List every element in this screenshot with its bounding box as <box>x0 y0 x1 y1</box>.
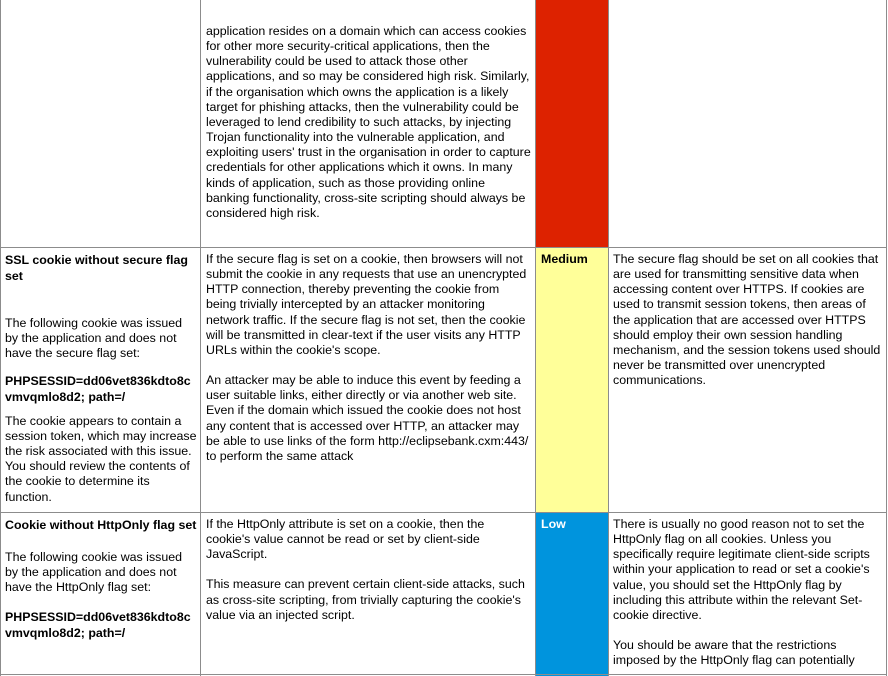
row-1-description-paragraph: application resides on a domain which can access cookies for other more security-critical applications, then the vulnerability could be used to attack those other applications, and so may be considered high risk. Similarly, if the organisation which owns the application is a likely target for phishing attacks, then the vulnerability could be leveraged to lend credibility to such attacks, by injecting Trojan functionality into the vulnerable application, and exploiting users' trust in the organisation in order to capture credentials for other applications which it owns. In many kinds of application, such as those providing online banking functionality, cross-site scripting should always be considered high risk. <box>206 24 531 220</box>
remediation-paragraph: The secure flag should be set on all cookies that are used for transmitting sensitive data when accessing content over HTTPS. If cookies are used to transmit session tokens, then areas of the application that are accessed over HTTPS should employ their own session handling mechanism, and the session tokens used should never be transmitted over unencrypted communications. <box>613 252 881 388</box>
severity-label-low: Low <box>541 517 566 531</box>
cookie-value: PHPSESSID=dd06vet836kdto8cvmvqmlo8d2; path=/ <box>5 610 191 640</box>
row-2-remediation-cell <box>613 252 883 388</box>
cookie-value: PHPSESSID=dd06vet836kdto8cvmvqmlo8d2; path=/ <box>5 374 191 404</box>
severity-cell-high <box>536 0 608 247</box>
severity-cell-medium <box>536 248 608 512</box>
remediation-paragraph: You should be aware that the restrictions imposed by the HttpOnly flag can potentially <box>613 638 855 668</box>
remediation-paragraph: There is usually no good reason not to set the HttpOnly flag on all cookies. Unless you specifically require legitimate client-side scripts within your application to read or set a cookie's value, you should set the HttpOnly flag by including this attribute within the relevant Set-cookie directive. <box>613 517 870 622</box>
severity-cell-low <box>536 513 608 676</box>
description-paragraph: If the secure flag is set on a cookie, then browsers will not submit the cookie in any requests that use an unencrypted HTTP connection, thereby preventing the cookie from being trivially intercepted by an attacker monitoring network traffic. If the secure flag is not set, then the cookie will be transmitted in clear-text if the user visits any HTTP URLs within the cookie's scope. <box>206 252 527 357</box>
table-border-right <box>886 0 887 676</box>
issue-title: SSL cookie without secure flag set <box>5 253 188 283</box>
issue-note: The cookie appears to contain a session token, which may increase the risk associated with this issue. You should review the contents of the cookie to determine its function. <box>5 413 197 504</box>
row-divider-2 <box>0 512 887 513</box>
column-divider-1 <box>200 0 201 676</box>
issue-intro: The following cookie was issued by the application and does not have the HttpOnly flag set: <box>5 550 183 595</box>
row-3-description-cell <box>206 517 531 623</box>
issue-intro: The following cookie was issued by the application and does not have the secure flag set: <box>5 316 183 361</box>
column-divider-2 <box>535 0 536 676</box>
column-divider-3 <box>608 0 609 676</box>
issue-title: Cookie without HttpOnly flag set <box>5 518 197 532</box>
description-paragraph: If the HttpOnly attribute is set on a cookie, then the cookie's value cannot be read or set by client-side JavaScript. <box>206 517 485 562</box>
row-2-issue-cell <box>5 252 197 505</box>
table-border-bottom <box>0 674 887 675</box>
row-3-remediation-cell <box>613 517 883 668</box>
row-1-description-cell <box>206 24 531 221</box>
table-border-left <box>0 0 1 676</box>
description-paragraph: This measure can prevent certain client-side attacks, such as cross-site scripting, from trivially capturing the cookie's value via an injected script. <box>206 577 525 622</box>
row-2-description-cell <box>206 252 531 464</box>
row-3-issue-cell <box>5 517 197 641</box>
description-paragraph: An attacker may be able to induce this event by feeding a user suitable links, either directly or via another web site. Even if the domain which issued the cookie does not host any content that is accessed over HTTP, an attacker may be able to use links of the form http://eclipsebank.cxm:443/ to perform the same attack <box>206 373 529 463</box>
row-divider-1 <box>0 247 887 248</box>
severity-label-medium: Medium <box>541 252 588 266</box>
